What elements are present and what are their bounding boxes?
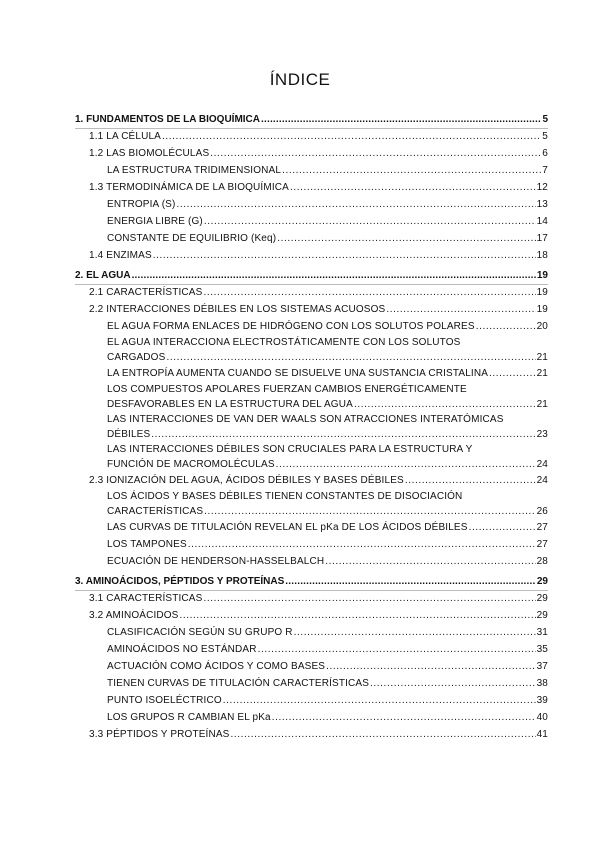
toc-entry[interactable]	[75, 336, 548, 365]
toc-entry-label: 2.2 INTERACCIONES DÉBILES EN LOS SISTEMAS ACUOSOS	[89, 304, 386, 315]
toc-entry-page: 19	[536, 270, 548, 281]
toc-entry-label: CARACTERÍSTICAS	[107, 506, 204, 517]
toc-entry[interactable]	[75, 267, 548, 284]
toc-entry-page: 6	[542, 148, 548, 159]
toc-entry-page: 17	[536, 233, 548, 244]
section-divider	[75, 590, 548, 591]
toc-entry-label: 1. FUNDAMENTOS DE LA BIOQUÍMICA	[75, 114, 261, 125]
dot-leader	[180, 607, 536, 624]
toc-entry-label: 3.3 PÉPTIDOS Y PROTEÍNAS	[89, 729, 230, 740]
toc-entry-label: 1.3 TERMODINÁMICA DE LA BIOQUÍMICA	[89, 182, 289, 193]
toc-entry[interactable]	[75, 247, 548, 264]
toc-entry[interactable]	[75, 641, 548, 658]
toc-entry[interactable]	[75, 145, 548, 162]
toc-entry-page: 12	[536, 182, 548, 193]
toc-entry-page: 7	[542, 165, 548, 176]
dot-leader	[386, 301, 535, 318]
dot-leader	[285, 573, 536, 590]
toc-entry-page: 24	[536, 475, 548, 486]
toc-entry[interactable]	[75, 519, 548, 536]
toc-entry-label: 2.1 CARACTERÍSTICAS	[89, 287, 203, 298]
toc-entry[interactable]	[75, 709, 548, 726]
dot-leader	[176, 196, 535, 213]
toc-entry-page: 39	[536, 695, 548, 706]
toc-entry[interactable]	[75, 318, 548, 335]
toc-entry[interactable]	[75, 301, 548, 318]
toc-entry[interactable]	[75, 196, 548, 213]
toc-entry-page: 21	[536, 399, 548, 410]
toc-entry[interactable]	[75, 607, 548, 624]
toc-entry-label: LOS GRUPOS R CAMBIAN EL pKa	[107, 712, 271, 723]
dot-leader	[223, 692, 536, 709]
toc-entry-label: EL AGUA FORMA ENLACES DE HIDRÓGENO CON LOS SOLUTOS POLARES	[107, 321, 475, 332]
dot-leader	[162, 128, 541, 145]
dot-leader	[231, 726, 536, 743]
toc-entry-label-line: LAS INTERACCIONES DÉBILES SON CRUCIALES PARA LA ESTRUCTURA Y	[107, 444, 473, 455]
dot-leader	[282, 162, 541, 179]
toc-entry[interactable]	[75, 413, 548, 442]
dot-leader	[354, 397, 536, 412]
toc-entry-label: 2.3 IONIZACIÓN DEL AGUA, ÁCIDOS DÉBILES Y BASES DÉBILES	[89, 475, 404, 486]
toc-entry-label: DESFAVORABLES EN LA ESTRUCTURA DEL AGUA	[107, 399, 353, 410]
dot-leader	[276, 457, 536, 472]
toc-entry-page: 27	[536, 522, 548, 533]
toc-entry-page: 41	[536, 729, 548, 740]
toc-entry[interactable]	[75, 573, 548, 590]
toc-entry-label: LOS TAMPONES	[107, 539, 187, 550]
toc-entry-label-line: LOS COMPUESTOS APOLARES FUERZAN CAMBIOS ENERGÉTICAMENTE	[107, 384, 467, 395]
dot-leader	[258, 641, 536, 658]
dot-leader	[261, 111, 541, 128]
toc-entry-page: 40	[536, 712, 548, 723]
table-of-contents	[75, 108, 548, 743]
toc-entry-label: AMINOÁCIDOS NO ESTÁNDAR	[107, 644, 257, 655]
toc-entry-page: 18	[536, 250, 548, 261]
toc-entry-page: 14	[536, 216, 548, 227]
toc-entry[interactable]	[75, 162, 548, 179]
dot-leader	[326, 658, 535, 675]
toc-entry-label: ECUACIÓN DE HENDERSON-HASSELBALCH	[107, 556, 325, 567]
toc-entry[interactable]	[75, 284, 548, 301]
toc-entry-page: 28	[536, 556, 548, 567]
toc-entry[interactable]	[75, 472, 548, 489]
toc-entry-page: 35	[536, 644, 548, 655]
toc-entry-label: TIENEN CURVAS DE TITULACIÓN CARACTERÍSTICAS	[107, 678, 370, 689]
toc-entry[interactable]	[75, 658, 548, 675]
toc-entry-label-line: LAS INTERACCIONES DE VAN DER WAALS SON ATRACCIONES INTERATÓMICAS	[107, 414, 504, 425]
toc-entry-page: 19	[536, 304, 548, 315]
toc-entry-label: FUNCIÓN DE MACROMOLÉCULAS	[107, 459, 275, 470]
toc-entry-page: 21	[536, 352, 548, 363]
toc-entry-label: ENERGIA LIBRE (G)	[107, 216, 203, 227]
dot-leader	[290, 179, 536, 196]
toc-entry-label: LAS CURVAS DE TITULACIÓN REVELAN EL pKa DE LOS ÁCIDOS DÉBILES	[107, 522, 468, 533]
toc-entry-label: 3. AMINOÁCIDOS, PÉPTIDOS Y PROTEÍNAS	[75, 576, 285, 587]
toc-entry-page: 20	[536, 321, 548, 332]
dot-leader	[476, 318, 536, 335]
toc-entry[interactable]	[75, 726, 548, 743]
toc-entry-page: 13	[536, 199, 548, 210]
section-divider	[75, 128, 548, 129]
toc-entry[interactable]	[75, 383, 548, 412]
toc-entry[interactable]	[75, 443, 548, 472]
toc-entry-page: 26	[536, 506, 548, 517]
dot-leader	[203, 590, 535, 607]
dot-leader	[166, 350, 535, 365]
dot-leader	[132, 267, 536, 284]
dot-leader	[151, 427, 535, 442]
toc-entry-page: 31	[536, 627, 548, 638]
toc-entry[interactable]	[75, 536, 548, 553]
dot-leader	[370, 675, 536, 692]
dot-leader	[153, 247, 536, 264]
dot-leader	[294, 624, 536, 641]
toc-entry-label: LA ESTRUCTURA TRIDIMENSIONAL	[107, 165, 282, 176]
dot-leader	[277, 230, 535, 247]
toc-entry-page: 21	[536, 368, 548, 379]
toc-entry[interactable]	[75, 692, 548, 709]
toc-entry-label: 3.2 AMINOÁCIDOS	[89, 610, 179, 621]
toc-entry-label: 3.1 CARACTERÍSTICAS	[89, 593, 203, 604]
toc-entry-label: PUNTO ISOELÉCTRICO	[107, 695, 222, 706]
toc-entry-label-line: EL AGUA INTERACCIONA ELECTROSTÁTICAMENTE CON LOS SOLUTOS	[107, 337, 461, 348]
toc-entry[interactable]	[75, 624, 548, 641]
toc-entry[interactable]	[75, 111, 548, 128]
toc-entry-label: ENTROPIA (S)	[107, 199, 176, 210]
dot-leader	[203, 284, 535, 301]
toc-entry-page: 37	[536, 661, 548, 672]
page-title: ÍNDICE	[269, 70, 331, 89]
toc-entry-label: 1.1 LA CÉLULA	[89, 131, 161, 142]
toc-entry[interactable]	[75, 179, 548, 196]
dot-leader	[204, 504, 535, 519]
section-divider	[75, 284, 548, 285]
toc-entry[interactable]	[75, 553, 548, 570]
toc-entry[interactable]	[75, 128, 548, 145]
toc-entry-page: 5	[542, 131, 548, 142]
toc-entry-page: 38	[536, 678, 548, 689]
dot-leader	[469, 519, 536, 536]
toc-entry-label: CLASIFICACIÓN SEGÚN SU GRUPO R	[107, 627, 293, 638]
dot-leader	[188, 536, 536, 553]
toc-entry-page: 29	[536, 576, 548, 587]
dot-leader	[489, 365, 536, 382]
toc-entry-label: 1.2 LAS BIOMOLÉCULAS	[89, 148, 210, 159]
toc-entry-page: 19	[536, 287, 548, 298]
dot-leader	[325, 553, 535, 570]
toc-entry[interactable]	[75, 675, 548, 692]
toc-entry-page: 29	[536, 593, 548, 604]
toc-entry-label: LA ENTROPÍA AUMENTA CUANDO SE DISUELVE UNA SUSTANCIA CRISTALINA	[107, 368, 489, 379]
toc-entry-label: 2. EL AGUA	[75, 270, 131, 281]
toc-entry[interactable]	[75, 230, 548, 247]
toc-entry-label: CONSTANTE DE EQUILIBRIO (Keq)	[107, 233, 277, 244]
toc-entry-label: DÉBILES	[107, 429, 151, 440]
toc-entry-label: CARGADOS	[107, 352, 166, 363]
dot-leader	[210, 145, 541, 162]
toc-entry-label-line: LOS ÁCIDOS Y BASES DÉBILES TIENEN CONSTANTES DE DISOCIACIÓN	[107, 491, 463, 502]
toc-entry[interactable]	[75, 490, 548, 519]
toc-entry[interactable]	[75, 213, 548, 230]
toc-entry[interactable]	[75, 365, 548, 382]
toc-entry[interactable]	[75, 590, 548, 607]
dot-leader	[272, 709, 536, 726]
dot-leader	[405, 472, 536, 489]
toc-entry-page: 27	[536, 539, 548, 550]
toc-entry-page: 24	[536, 459, 548, 470]
dot-leader	[204, 213, 536, 230]
toc-entry-page: 23	[536, 429, 548, 440]
toc-entry-page: 5	[542, 114, 548, 125]
toc-entry-label: 1.4 ENZIMAS	[89, 250, 152, 261]
toc-entry-page: 29	[536, 610, 548, 621]
toc-entry-label: ACTUACIÓN COMO ÁCIDOS Y COMO BASES	[107, 661, 326, 672]
